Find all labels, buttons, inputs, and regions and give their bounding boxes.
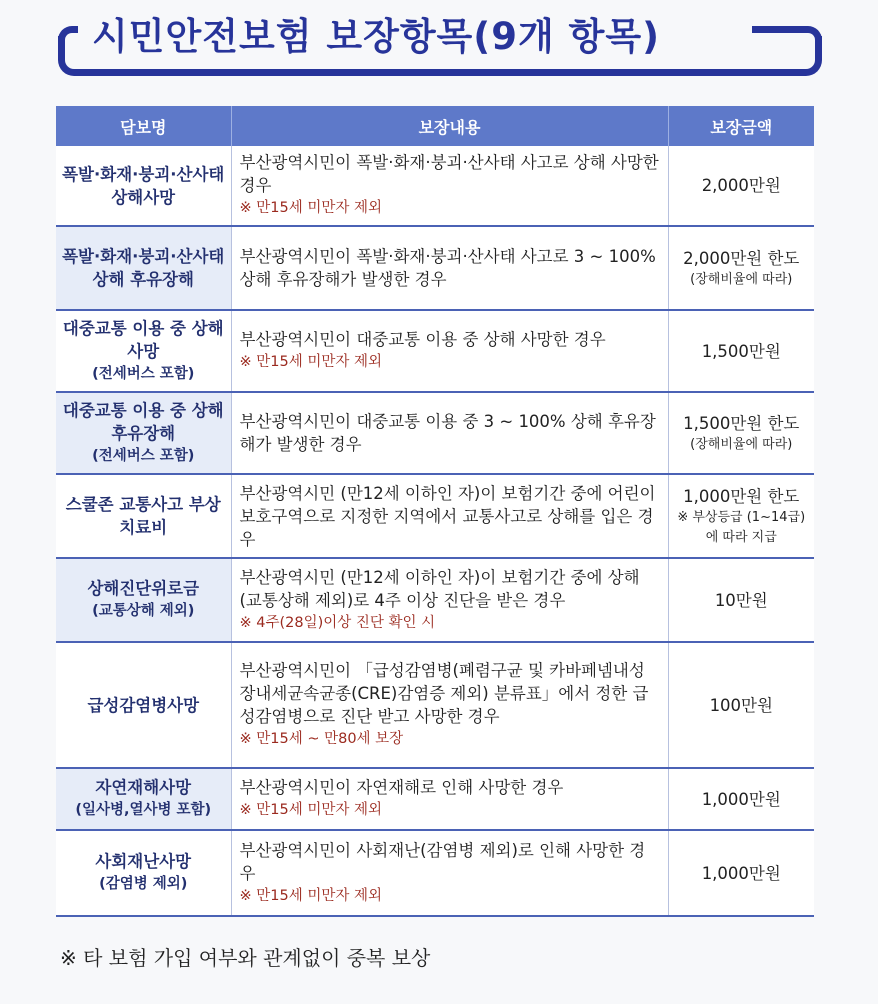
coverage-amount-cell <box>668 392 814 474</box>
coverage-amount-cell <box>668 558 814 642</box>
coverage-name-sub: (감염병 제외) <box>99 876 188 892</box>
coverage-table <box>56 106 814 917</box>
coverage-name: 스쿨존 교통사고 부상치료비 <box>65 495 221 537</box>
coverage-content-cell <box>231 474 668 558</box>
coverage-name: 대중교통 이용 중 상해 후유장해 <box>62 400 224 443</box>
coverage-note: ※ 만15세 미만자 제외 <box>239 887 382 904</box>
coverage-amount-sub: (장해비율에 따라) <box>690 271 793 287</box>
coverage-amount: 2,000만원 <box>701 176 781 195</box>
coverage-amount: 1,000만원 한도 <box>683 486 800 506</box>
table-row <box>56 558 814 642</box>
coverage-amount-cell <box>668 830 814 916</box>
coverage-note: ※ 만15세 미만자 제외 <box>239 802 382 818</box>
coverage-amount: 1,000만원 <box>701 863 781 883</box>
coverage-name: 상해진단위로금 <box>87 579 200 598</box>
coverage-content-cell <box>231 310 668 392</box>
coverage-content: 부산광역시민이 대중교통 이용 중 상해 사망한 경우 <box>239 330 606 349</box>
table-row <box>56 768 814 830</box>
coverage-content-cell <box>231 392 668 474</box>
coverage-amount-cell <box>668 226 814 310</box>
coverage-amount: 1,500만원 한도 <box>683 413 800 433</box>
coverage-name-cell <box>56 768 231 830</box>
coverage-name-cell <box>56 392 231 474</box>
page-title: 시민안전보험 보장항목(9개 항목) <box>82 12 670 62</box>
coverage-name: 폭발·화재·붕괴·산사태 상해사망 <box>62 164 225 207</box>
coverage-content-cell <box>231 830 668 916</box>
coverage-name: 폭발·화재·붕괴·산사태 상해 후유장해 <box>62 247 225 289</box>
coverage-amount-cell <box>668 310 814 392</box>
coverage-name: 자연재해사망 <box>95 778 192 797</box>
table-row <box>56 146 814 226</box>
coverage-name-sub: (전세버스 포함) <box>92 447 195 464</box>
coverage-name: 사회재난사망 <box>95 852 192 871</box>
table-row <box>56 830 814 916</box>
title-frame-hook-right <box>752 26 822 40</box>
coverage-name-cell <box>56 146 231 226</box>
table-row <box>56 226 814 310</box>
coverage-name-cell <box>56 642 231 768</box>
coverage-amount: 10만원 <box>714 590 768 610</box>
coverage-amount-sub: (장해비율에 따라) <box>690 436 793 452</box>
coverage-content: 부산광역시민 (만12세 이하인 자)이 보험기간 중에 상해(교통상해 제외)로 4주 이상 진단을 받은 경우 <box>239 567 640 610</box>
coverage-name: 대중교통 이용 중 상해사망 <box>62 318 224 361</box>
coverage-content-cell <box>231 226 668 310</box>
coverage-content-cell <box>231 558 668 642</box>
table-row <box>56 392 814 474</box>
coverage-amount-cell <box>668 146 814 226</box>
table-row <box>56 310 814 392</box>
coverage-name-cell <box>56 558 231 642</box>
coverage-content-cell <box>231 768 668 830</box>
coverage-amount-sub: ※ 부상등급 (1~14급)에 따라 지급 <box>677 509 806 545</box>
coverage-name-cell <box>56 310 231 392</box>
coverage-note: ※ 만15세 ~ 만80세 보장 <box>239 731 404 747</box>
coverage-name-sub: (교통상해 제외) <box>92 603 195 619</box>
coverage-name-cell <box>56 474 231 558</box>
title-frame-hook-left <box>58 26 78 40</box>
coverage-content: 부산광역시민이 사회재난(감염병 제외)로 인해 사망한 경우 <box>239 840 646 883</box>
title-banner <box>50 10 830 80</box>
coverage-content: 부산광역시민 (만12세 이하인 자)이 보험기간 중에 어린이보호구역으로 지정한 지역에서 교통사고로 상해를 입은 경우 <box>239 483 656 549</box>
duplicate-compensation-note: ※ 타 보험 가입 여부와 관계없이 중복 보상 <box>60 946 431 970</box>
coverage-note: ※ 만15세 미만자 제외 <box>239 354 382 370</box>
coverage-amount-cell <box>668 768 814 830</box>
coverage-amount-cell <box>668 474 814 558</box>
coverage-content: 부산광역시민이 폭발·화재·붕괴·산사태 사고로 3 ~ 100% 상해 후유장해가 발생한 경우 <box>239 247 656 289</box>
coverage-note: ※ 만15세 미만자 제외 <box>239 200 382 216</box>
coverage-amount: 1,000만원 <box>701 789 781 809</box>
table-row <box>56 474 814 558</box>
coverage-amount-cell <box>668 642 814 768</box>
coverage-amount: 1,500만원 <box>701 341 781 361</box>
header-coverage-amount: 보장금액 <box>668 106 814 146</box>
coverage-name-cell <box>56 226 231 310</box>
coverage-content: 부산광역시민이 폭발·화재·붕괴·산사태 사고로 상해 사망한 경우 <box>239 153 659 195</box>
header-coverage-name: 담보명 <box>56 106 231 146</box>
coverage-note: ※ 4주(28일)이상 진단 확인 시 <box>239 614 436 631</box>
coverage-content: 부산광역시민이 자연재해로 인해 사망한 경우 <box>239 778 564 797</box>
coverage-name-sub: (일사병,열사병 포함) <box>75 802 212 818</box>
coverage-content-cell <box>231 146 668 226</box>
coverage-name-sub: (전세버스 포함) <box>92 365 195 382</box>
coverage-amount: 100만원 <box>709 695 773 715</box>
table-header-row <box>56 106 814 146</box>
coverage-amount: 2,000만원 한도 <box>683 248 800 268</box>
coverage-name-cell <box>56 830 231 916</box>
coverage-content: 부산광역시민이 대중교통 이용 중 3 ~ 100% 상해 후유장해가 발생한 경우 <box>239 412 656 454</box>
header-coverage-content: 보장내용 <box>231 106 668 146</box>
coverage-content: 부산광역시민이 「급성감염병(폐렴구균 및 카바페넴내성장내세균속균종(CRE)감염증 제외) 분류표」에서 정한 급성감염병으로 진단 받고 사망한 경우 <box>239 661 649 726</box>
coverage-content-cell <box>231 642 668 768</box>
table-row <box>56 642 814 768</box>
coverage-name: 급성감염병사망 <box>87 695 200 715</box>
